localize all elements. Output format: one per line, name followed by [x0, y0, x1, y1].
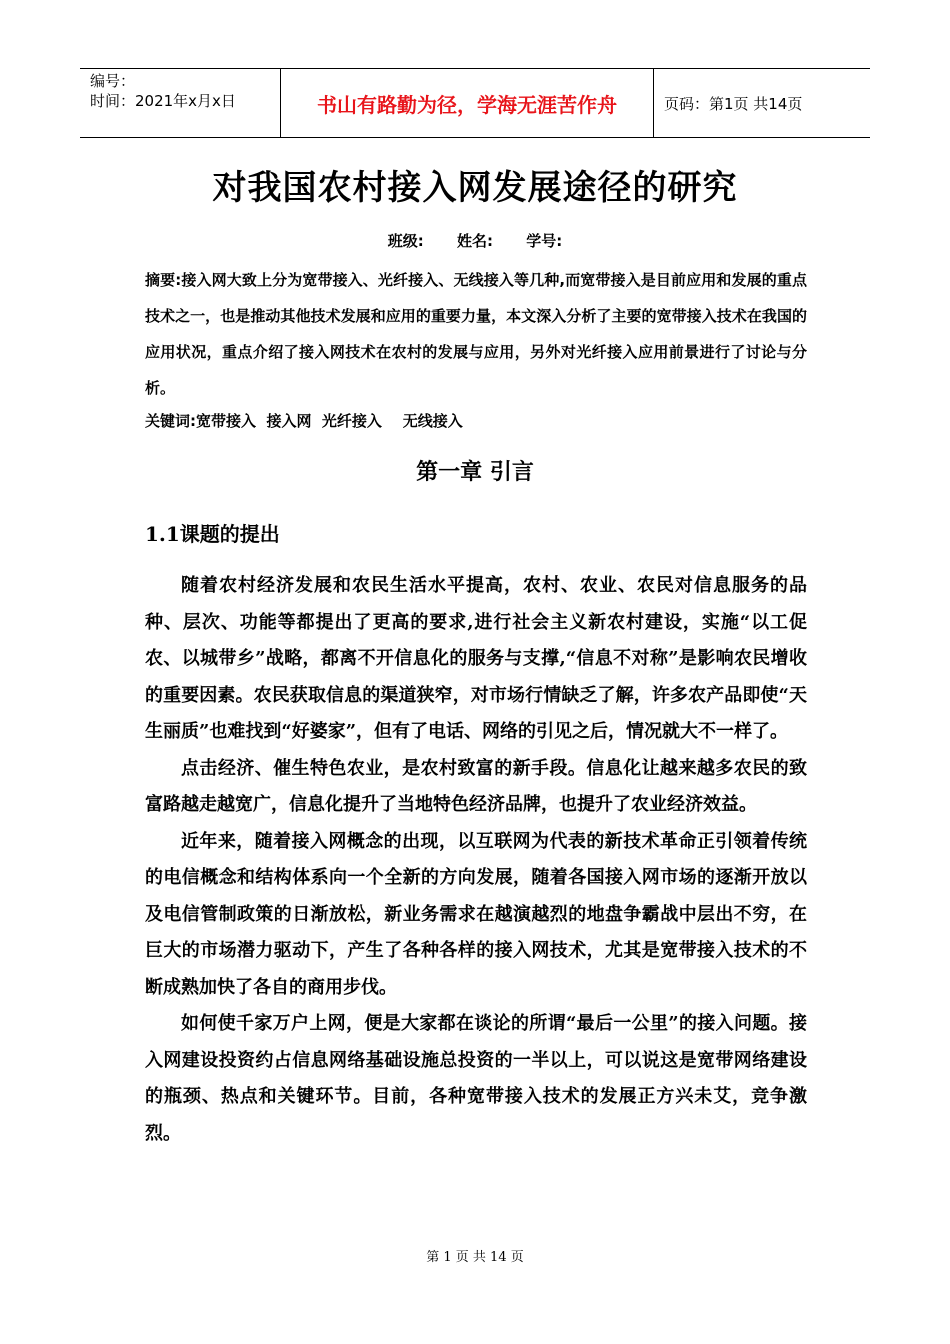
- number-label: 编号：: [90, 72, 136, 90]
- paragraph: 点击经济、催生特色农业，是农村致富的新手段。信息化让越来越多农民的致富路越走越宽广，信息化提升了当地特色经济品牌，也提升了农业经济效益。: [145, 757, 807, 815]
- chapter-title: 第一章 引言: [416, 459, 534, 485]
- time-label: 时间：2021年x月x日: [90, 92, 236, 110]
- document-title: 对我国农村接入网发展途径的研究: [212, 168, 738, 208]
- keywords: 关键词:宽带接入 接入网 光纤接入 无线接入: [145, 412, 463, 430]
- header-table: [80, 68, 870, 138]
- page-footer: 第 1 页 共 14 页: [426, 1250, 524, 1265]
- abstract: 摘要:接入网大致上分为宽带接入、光纤接入、无线接入等几种,而宽带接入是目前应用和发展的重点技术之一，也是推动其他技术发展和应用的重要力量，本文深入分析了主要的宽带接入技术在我国的应用状况，重点介绍了接入网技术在农村的发展与应用，另外对光纤接入应用前景进行了讨论与分析。: [145, 271, 807, 397]
- student-meta: [0, 230, 950, 251]
- class-label: 班级:: [387, 232, 424, 250]
- id-label: 学号:: [526, 232, 563, 250]
- body-text: [145, 568, 807, 1152]
- paragraph: 如何使千家万户上网，便是大家都在谈论的所谓“最后一公里”的接入问题。接入网建设投资约占信息网络基础设施总投资的一半以上，可以说这是宽带网络建设的瓶颈、热点和关键环节。目前，各种宽带接入技术的发展正方兴未艾，竞争激烈。: [145, 1013, 807, 1144]
- paragraph: 近年来，随着接入网概念的出现，以互联网为代表的新技术革命正引领着传统的电信概念和结构体系向一个全新的方向发展，随着各国接入网市场的逐渐开放以及电信管制政策的日渐放松，新业务需求在越演越烈的地盘争霸战中层出不穷，在巨大的市场潜力驱动下，产生了各种各样的接入网技术，尤其是宽带接入技术的不断成熟加快了各自的商用步伐。: [145, 830, 807, 998]
- motto: 书山有路勤为径，学海无涯苦作舟: [280, 69, 654, 137]
- section-title: 1.1课题的提出: [145, 522, 280, 546]
- paragraph: 随着农村经济发展和农民生活水平提高，农村、农业、农民对信息服务的品种、层次、功能等都提出了更高的要求,进行社会主义新农村建设，实施“以工促农、以城带乡”战略，都离不开信息化的服务与支撑,“信息不对称”是影响农民增收的重要因素。农民获取信息的渠道狭窄，对市场行情缺乏了解，许多农产品即使“天生丽质”也难找到“好婆家”，但有了电话、网络的引见之后，情况就大不一样了。: [145, 575, 807, 742]
- name-label: 姓名:: [457, 232, 493, 250]
- header-info-cell: [80, 69, 280, 137]
- page-info: 页码：第1页 共14页: [664, 94, 803, 113]
